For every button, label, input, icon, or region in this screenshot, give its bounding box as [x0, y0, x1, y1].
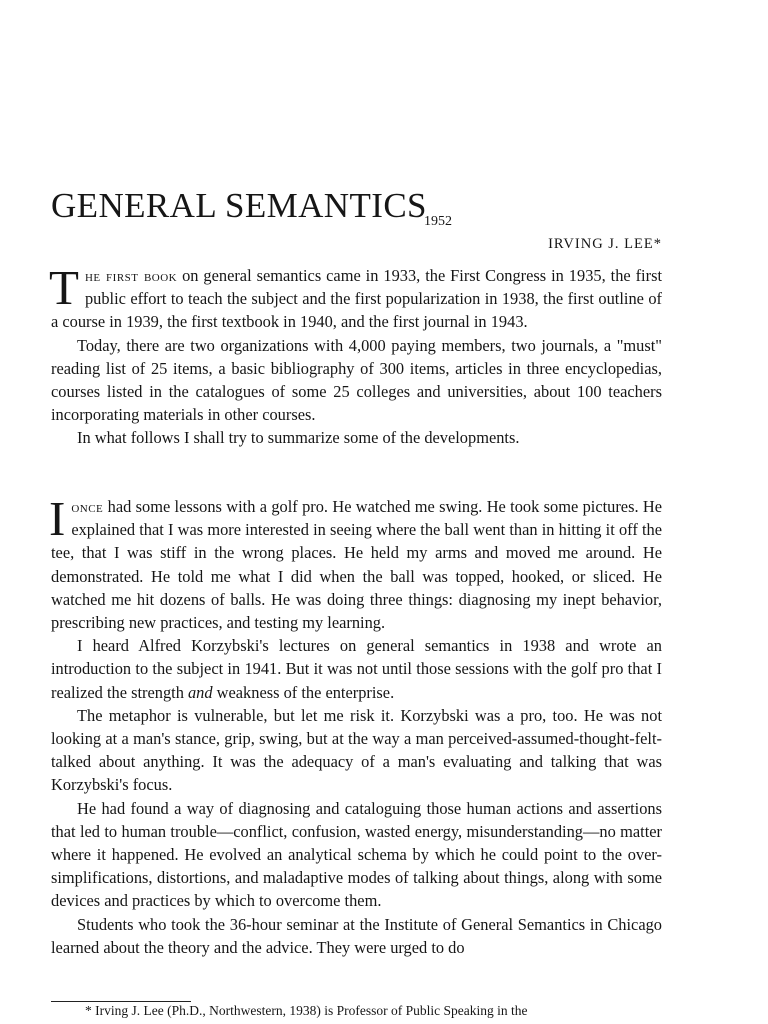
intro-paragraph-3: In what follows I shall try to summarize some of the developments.: [77, 428, 520, 448]
body-section: [49, 491, 662, 959]
body-paragraph-2: [51, 634, 662, 704]
body-paragraph-1: [49, 491, 662, 634]
body-paragraph-4: He had found a way of diagnosing and cataloguing those human actions and assertions that led to human trouble—conflict, confusion, wasted energy, misunderstanding—no matter where it happened. He evolved an analytical schema by which he could point to the over-simplifications, distortions, and maladaptive modes of talking about things, along with some devices and practices by which to overcome them.: [51, 798, 662, 911]
intro-section: [49, 260, 663, 450]
drop-cap: I: [49, 491, 66, 546]
drop-cap: T: [49, 260, 79, 315]
article-title: GENERAL SEMANTICS: [51, 186, 427, 225]
footnote-rule: [51, 1001, 191, 1002]
article-author: IRVING J. LEE*: [548, 236, 662, 252]
lead-smallcaps: he first book: [84, 266, 178, 285]
article-year: 1952: [424, 214, 452, 229]
intro-paragraph-2: Today, there are two organizations with 4,000 paying members, two journals, a "must" reading list of 25 items, a basic bibliography of 300 items, articles in three encyclopedias, courses listed in the catalogues of some 25 colleges and universities, about 100 teachers incorporating materials in other courses.: [51, 335, 662, 425]
body-paragraph-5: Students who took the 36-hour seminar at the Institute of General Semantics in Chicago learned about the theory and the advice. They were urged to do: [51, 914, 662, 957]
lead-smallcaps: once: [71, 497, 104, 516]
emphasis-text: and: [187, 682, 213, 702]
paragraph-text: on general semantics came in 1933, the First Congress in 1935, the first public effort to teach the subject and the first popularization in 1938, the first outline of a course in 1939, the first textbook in 1940, and the first journal in 1943.: [51, 266, 663, 332]
paragraph-text: weakness of the enterprise.: [212, 682, 395, 702]
paragraph-text: had some lessons with a golf pro. He watched me swing. He took some pictures. He explained that I was more interested in seeing where the ball went than in hitting it off the tee, that I was stiff in the wrong places. He held my arms and moved me around. He demonstrated. He told me what I did when the ball was topped, hooked, or sliced. He watched me hit dozens of balls. He was doing three things: diagnosing my inept behavior, prescribing new practices, and testing my learning.: [51, 497, 662, 633]
intro-paragraph-1: [49, 260, 663, 334]
paragraph-text: I heard Alfred Korzybski's lectures on general semantics in 1938 and wrote an introduction to the subject in 1941. But it was not until those sessions with the golf pro that I realized the strength: [51, 636, 662, 702]
body-paragraph-3: The metaphor is vulnerable, but let me risk it. Korzybski was a pro, too. He was not looking at a man's stance, grip, swing, but at the way a man perceived-assumed-thought-felt-talked about anything. It was the adequacy of a man's evaluating and talking that was Korzybski's focus.: [51, 705, 662, 795]
footnote: * Irving J. Lee (Ph.D., Northwestern, 1938) is Professor of Public Speaking in the: [85, 1003, 528, 1018]
